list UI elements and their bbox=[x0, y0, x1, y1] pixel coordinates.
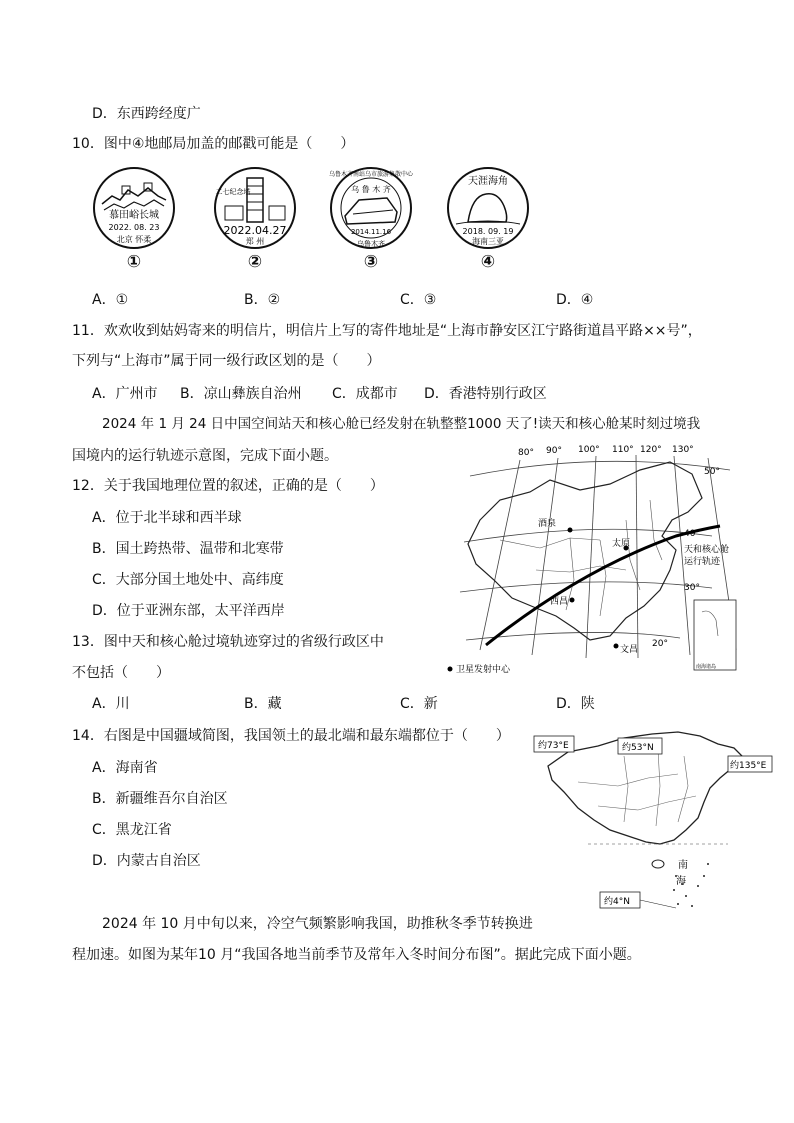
china-territory-map bbox=[528, 726, 776, 916]
map1-city-xichang: 西昌 bbox=[550, 597, 569, 607]
q14-option-a: A．海南省 bbox=[92, 760, 158, 776]
q10-option-d: D．④ bbox=[556, 292, 594, 308]
q12-option-a: A．位于北半球和西半球 bbox=[92, 510, 242, 526]
stamp4-place: 海南三亚 bbox=[472, 237, 504, 246]
stamp1-date: 2022. 08. 23 bbox=[108, 223, 160, 232]
map1-inset-label: 南海诸岛 bbox=[696, 664, 717, 670]
stamp1-label: ① bbox=[126, 252, 142, 272]
q12-question: 12．关于我国地理位置的叙述，正确的是（ ） bbox=[72, 478, 384, 494]
q12-option-d: D．位于亚洲东部，太平洋西岸 bbox=[92, 603, 285, 619]
q14-question: 14．右图是中国疆域简图，我国领土的最北端和最东端都位于（ ） bbox=[72, 728, 510, 744]
q12-option-c: C．大部分国土地处中、高纬度 bbox=[92, 572, 284, 588]
map2-east: 约135°E bbox=[730, 761, 767, 771]
q14-option-b: B．新疆维吾尔自治区 bbox=[92, 791, 228, 807]
stamp4-date: 2018. 09. 19 bbox=[462, 227, 514, 236]
q14-option-d: D．内蒙古自治区 bbox=[92, 853, 201, 869]
stamp3-date: 2014.11.16 bbox=[350, 228, 392, 236]
intro2-line1: 2024 年 10 月中旬以来，冷空气频繁影响我国，助推秋冬季节转换进 bbox=[102, 916, 533, 932]
map1-lat-30: 30° bbox=[684, 583, 700, 593]
map1-lat-20: 20° bbox=[652, 639, 668, 649]
q9-option-d: D．东西跨经度广 bbox=[92, 106, 201, 122]
q11-option-c: C．成都市 bbox=[332, 386, 398, 402]
map1-lon-90: 90° bbox=[546, 446, 562, 456]
postmark-stamp-2 bbox=[213, 166, 297, 272]
q13-line2: 不包括（ ） bbox=[72, 665, 170, 681]
memorial-tower-stamp-icon bbox=[213, 166, 297, 250]
q10-option-b: B．② bbox=[244, 292, 281, 308]
stamp1-place: 北京 怀柔 bbox=[116, 235, 152, 244]
q13-option-d: D．陕 bbox=[556, 696, 595, 712]
q11-option-b: B．凉山彝族自治州 bbox=[180, 386, 302, 402]
postmark-stamp-1 bbox=[92, 166, 176, 272]
stamp2-top: 二七纪念塔 bbox=[215, 188, 251, 196]
q11-line1: 11．欢欢收到姑妈寄来的明信片，明信片上写的寄件地址是“上海市静安区江宁路街道昌平路××号”， bbox=[72, 323, 702, 339]
map1-lat-50: 50° bbox=[704, 467, 720, 477]
map1-lon-120: 120° bbox=[640, 445, 662, 455]
great-wall-stamp-icon bbox=[92, 166, 176, 250]
map1-track-label-1: 天和核心舱 bbox=[684, 545, 730, 555]
stamp3-place: 乌鲁木齐 bbox=[357, 240, 385, 248]
stamp2-label: ② bbox=[247, 252, 263, 272]
postmark-stamp-3 bbox=[329, 166, 413, 272]
map1-lat-40: 40° bbox=[684, 529, 700, 539]
q10-question: 10．图中④地邮局加盖的邮戳可能是（ ） bbox=[72, 136, 355, 152]
stamp3-top: 乌 鲁 木 齐 bbox=[351, 185, 391, 194]
intro2-line2: 程加速。如图为某年10 月“我国各地当前季节及常年入冬时间分布图”。据此完成下面小题。 bbox=[72, 947, 641, 963]
intro1-line2: 国境内的运行轨迹示意图，完成下面小题。 bbox=[72, 448, 338, 464]
q13-option-a: A．川 bbox=[92, 696, 130, 712]
map2-sea-2: 海 bbox=[676, 876, 686, 887]
map2-sea-1: 南 bbox=[678, 860, 688, 871]
q10-option-a: A．① bbox=[92, 292, 129, 308]
map1-city-taiyuan: 太原 bbox=[612, 539, 631, 549]
q11-line2: 下列与“上海市”属于同一级行政区划的是（ ） bbox=[72, 353, 381, 369]
stamp3-ring: 乌鲁木齐南站乌市旅游集散中心 bbox=[329, 171, 413, 178]
stamp3-label: ③ bbox=[363, 252, 379, 272]
train-station-stamp-icon bbox=[329, 166, 413, 250]
map1-lon-130: 130° bbox=[672, 445, 694, 455]
map2-west: 约73°E bbox=[538, 741, 569, 751]
map1-lon-110: 110° bbox=[612, 445, 634, 455]
q14-option-c: C．黑龙江省 bbox=[92, 822, 172, 838]
stamp2-date: 2022.04.27 bbox=[223, 224, 287, 237]
stamp1-top: 慕田峪长城 bbox=[109, 210, 159, 221]
stamp2-place: 郑 州 bbox=[245, 237, 265, 246]
q11-option-d: D．香港特别行政区 bbox=[424, 386, 547, 402]
rock-landmark-stamp-icon bbox=[446, 166, 530, 250]
map1-city-jiuquan: 酒泉 bbox=[538, 519, 557, 529]
map2-north: 约53°N bbox=[622, 743, 654, 753]
map1-lon-80: 80° bbox=[518, 448, 534, 458]
map1-lon-100: 100° bbox=[578, 445, 600, 455]
q11-option-a: A．广州市 bbox=[92, 386, 158, 402]
q13-line1: 13．图中天和核心舱过境轨迹穿过的省级行政区中 bbox=[72, 634, 384, 650]
orbit-track-map bbox=[440, 440, 740, 688]
q12-option-b: B．国土跨热带、温带和北寒带 bbox=[92, 541, 284, 557]
map1-legend: 卫星发射中心 bbox=[456, 665, 511, 675]
map2-south: 约4°N bbox=[604, 897, 630, 907]
stamp4-top: 天涯海角 bbox=[468, 176, 508, 187]
stamp4-label: ④ bbox=[480, 252, 496, 272]
q10-option-c: C．③ bbox=[400, 292, 437, 308]
q13-option-c: C．新 bbox=[400, 696, 438, 712]
map1-city-wenchang: 文昌 bbox=[620, 645, 639, 655]
postmark-stamp-4 bbox=[446, 166, 530, 272]
intro1-line1: 2024 年 1 月 24 日中国空间站天和核心舱已经发射在轨整整1000 天了!读天和核心舱某时刻过境我 bbox=[102, 416, 701, 432]
q13-option-b: B．藏 bbox=[244, 696, 282, 712]
map1-track-label-2: 运行轨迹 bbox=[684, 557, 721, 567]
